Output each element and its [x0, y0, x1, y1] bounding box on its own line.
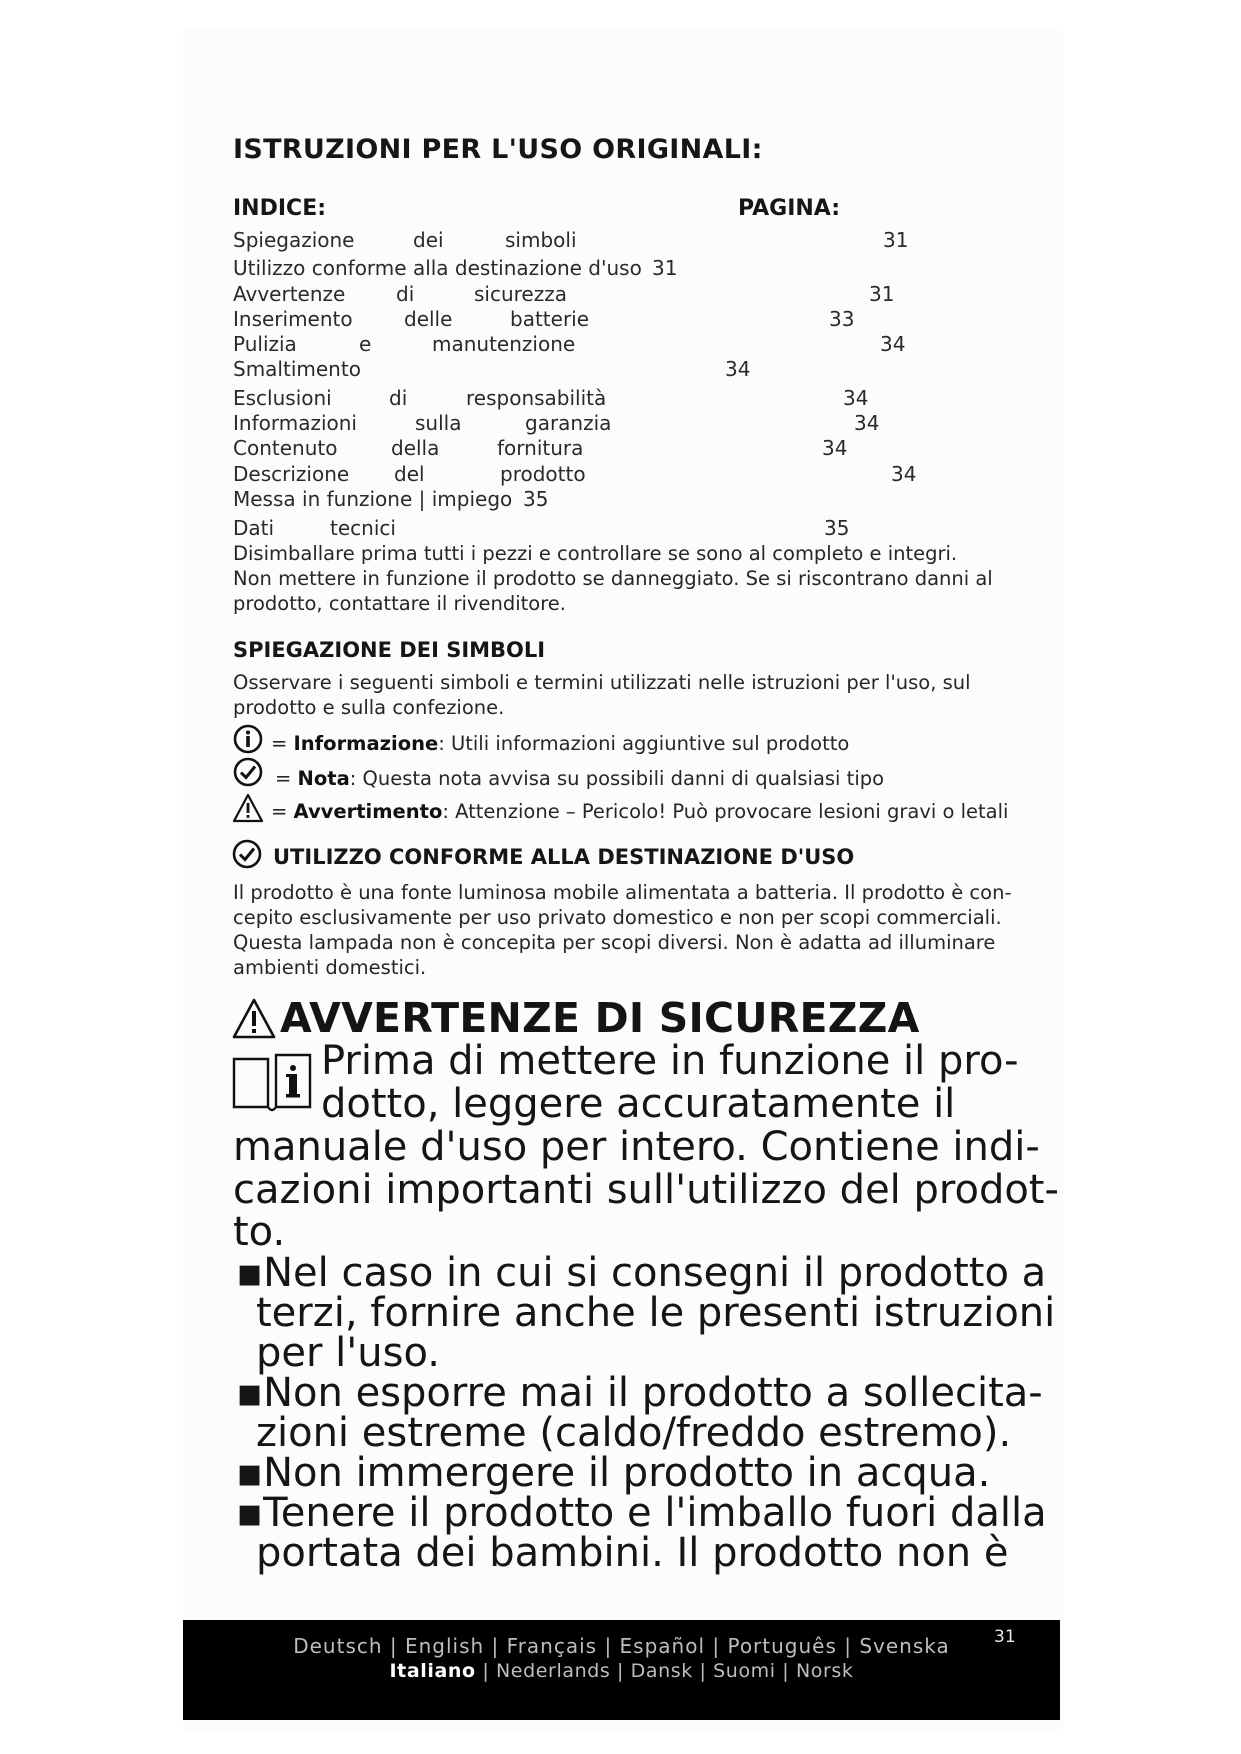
safety-bullet: ▪Nel caso in cui si consegni il prodotto a terzi, fornire anche le presenti istruzioni per l'uso.	[236, 1250, 1056, 1376]
manual-text-line: manuale d'uso per intero. Contiene indi-	[233, 1124, 1040, 1170]
index-page-number: 33	[829, 307, 855, 331]
safety-bullet: ▪Non esporre mai il prodotto a sollecita- zioni estreme (caldo/freddo estremo).	[236, 1370, 1043, 1456]
page-number: 31	[994, 1627, 1016, 1647]
index-page-number: 35	[523, 487, 549, 511]
check-circle-icon	[232, 839, 262, 869]
symbols-heading: SPIEGAZIONE DEI SIMBOLI	[233, 638, 546, 662]
manual-info-icon	[232, 1053, 312, 1113]
footer-bar	[183, 1620, 1060, 1720]
language-nav-line1: Deutsch | English | Français | Español | Português | Svenska	[293, 1634, 950, 1658]
language-nav-line2: Italiano | Nederlands | Dansk | Suomi | Norsk	[389, 1660, 854, 1682]
index-page-number: 34	[843, 386, 869, 410]
index-page-heading: PAGINA:	[738, 196, 841, 221]
symbol-note-row: = Nota: Questa nota avvisa su possibili danni di qualsiasi tipo	[275, 767, 885, 790]
intro-paragraph: Disimballare prima tutti i pezzi e controllare se sono al completo e integri. Non mettere in funzione il prodotto se danneggiato. Se si riscontrano danni al prodotto, contattare il rivenditore.	[233, 542, 993, 615]
warning-triangle-icon	[232, 998, 276, 1040]
index-page-number: 34	[891, 462, 917, 486]
intended-use-paragraph: Il prodotto è una fonte luminosa mobile alimentata a batteria. Il prodotto è con- cepito esclusivamente per uso privato domestico e non per scopi commerciali. Questa lampada non è concepita per scopi diversi. Non è adatta ad illuminare ambienti domestici.	[233, 881, 1012, 979]
index-page-number: 34	[854, 411, 880, 435]
symbol-warning-row: = Avvertimento: Attenzione – Pericolo! Può provocare lesioni gravi o letali	[271, 800, 1009, 823]
index-page-number: 31	[883, 228, 909, 252]
manual-text-line: Prima di mettere in funzione il pro-	[321, 1038, 1019, 1084]
safety-heading: AVVERTENZE DI SICUREZZA	[280, 994, 920, 1042]
index-heading: INDICE:	[233, 196, 327, 221]
safety-bullet: ▪Tenere il prodotto e l'imballo fuori dalla portata dei bambini. Il prodotto non è	[236, 1490, 1047, 1576]
index-page-number: 34	[822, 436, 848, 460]
info-circle-icon	[233, 724, 263, 754]
symbol-info-row: = Informazione: Utili informazioni aggiuntive sul prodotto	[271, 732, 850, 755]
manual-text-line: dotto, leggere accuratamente il	[321, 1081, 956, 1127]
manual-text-line: to.	[233, 1209, 286, 1255]
check-circle-icon	[233, 757, 263, 787]
index-page-number: 34	[725, 357, 751, 381]
warning-triangle-icon	[232, 793, 264, 823]
index-page-number: 35	[824, 516, 850, 540]
current-language: Italiano	[389, 1660, 476, 1682]
index-page-number: 34	[880, 332, 906, 356]
index-page-number: 31	[869, 282, 895, 306]
symbols-intro: Osservare i seguenti simboli e termini utilizzati nelle istruzioni per l'uso, sul prodotto e sulla confezione.	[233, 671, 971, 719]
index-page-number: 31	[652, 256, 678, 280]
page-title: ISTRUZIONI PER L'USO ORIGINALI:	[233, 134, 763, 165]
safety-bullet: ▪Non immergere il prodotto in acqua.	[236, 1450, 991, 1496]
intended-use-heading: UTILIZZO CONFORME ALLA DESTINAZIONE D'USO	[273, 845, 855, 869]
manual-text-line: cazioni importanti sull'utilizzo del prodot-	[233, 1167, 1059, 1213]
